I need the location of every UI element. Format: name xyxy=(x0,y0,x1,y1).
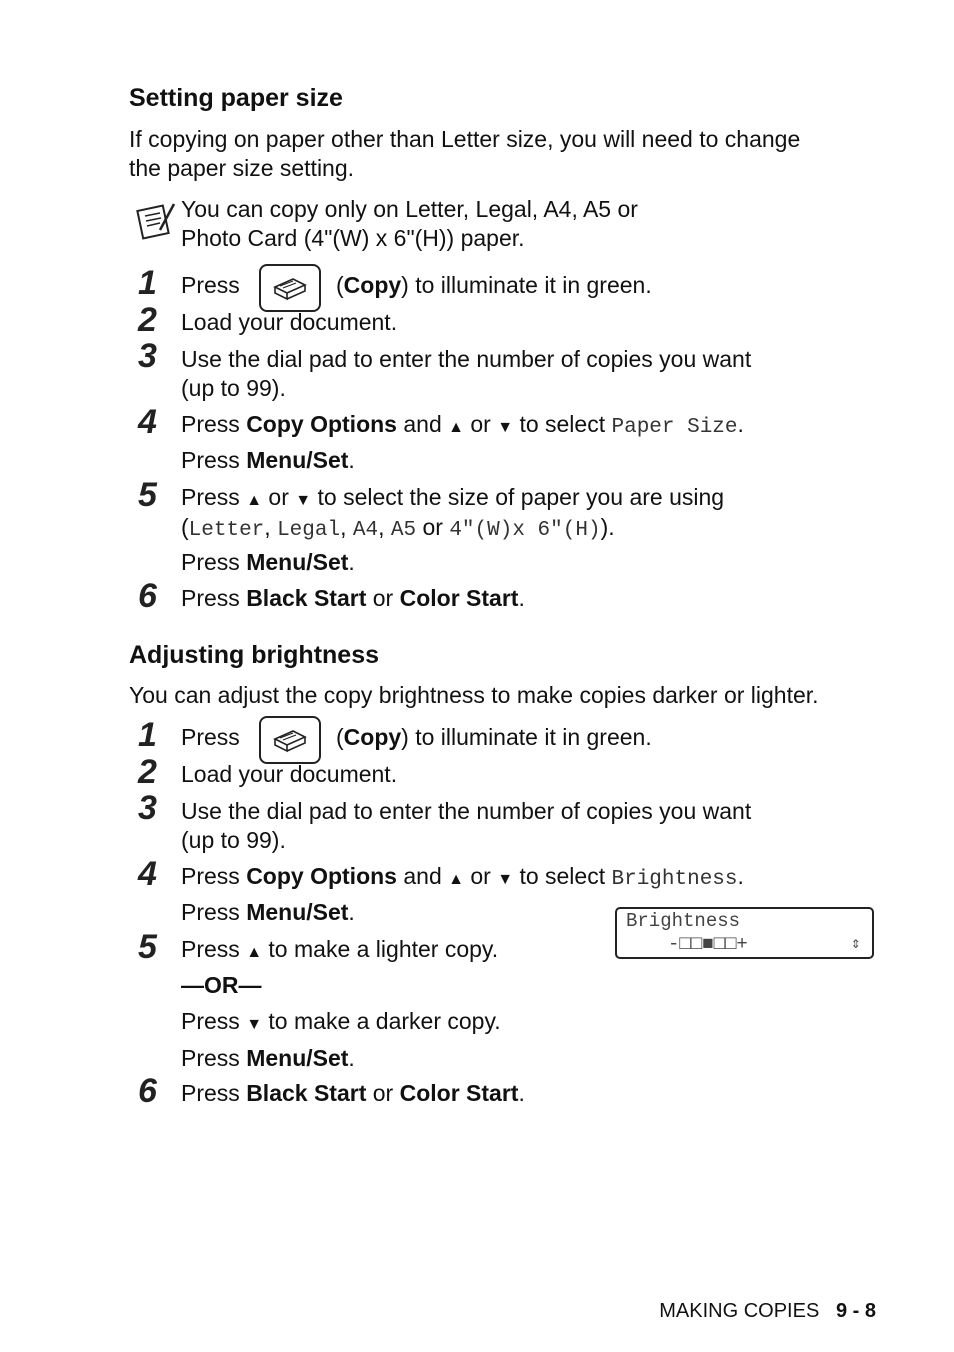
note-text: You can copy only on Letter, Legal, A4, A5 or Photo Card (4"(W) x 6"(H)) paper. xyxy=(181,196,638,251)
step-1-text: Press xyxy=(181,724,240,750)
step-1-rest: (Copy) to illuminate it in green. xyxy=(336,272,652,298)
step-4-text: Press Copy Options and ▲ or ▼ to select Paper Size. xyxy=(181,411,744,439)
lcd-line-2: -□□■□□+ xyxy=(668,933,748,955)
step-5-menu: Press Menu/Set. xyxy=(181,549,355,575)
step-4-menu: Press Menu/Set. xyxy=(181,899,355,925)
intro-paragraph: If copying on paper other than Letter size, you will need to change the paper size setting. xyxy=(129,126,801,181)
step-number: 1 xyxy=(138,716,157,754)
lcd-option-text: Brightness xyxy=(611,868,738,891)
step-4-text: Press Copy Options and ▲ or ▼ to select Brightness. xyxy=(181,863,744,891)
page-number: 9 - 8 xyxy=(835,1300,876,1322)
chapter-title: MAKING COPIES xyxy=(659,1300,820,1322)
copy-key-icon xyxy=(259,716,321,764)
copier-icon xyxy=(271,273,309,303)
step-5-options: (Letter, Legal, A4, A5 or 4"(W)x 6"(H)). xyxy=(181,514,615,542)
step-3-text: Use the dial pad to enter the number of copies you want (up to 99). xyxy=(181,798,752,853)
page-footer xyxy=(659,1300,876,1323)
step-number: 6 xyxy=(138,577,157,615)
copier-icon xyxy=(271,725,309,755)
step-number: 2 xyxy=(138,753,157,791)
step-number: 1 xyxy=(138,264,157,302)
step-number: 5 xyxy=(138,476,157,514)
step-5-menu: Press Menu/Set. xyxy=(181,1045,355,1071)
step-3-text: Use the dial pad to enter the number of copies you want (up to 99). xyxy=(181,346,752,401)
lcd-option-text: Paper Size xyxy=(611,416,738,439)
step-number: 2 xyxy=(138,301,157,339)
step-2-text: Load your document. xyxy=(181,761,398,787)
intro-paragraph: You can adjust the copy brightness to make copies darker or lighter. xyxy=(129,682,819,708)
step-number: 4 xyxy=(138,855,157,893)
lcd-display xyxy=(615,907,874,959)
lcd-line-1: Brightness xyxy=(626,910,741,932)
step-number: 6 xyxy=(138,1072,157,1110)
step-1-rest: (Copy) to illuminate it in green. xyxy=(336,724,652,750)
step-5-alt: Press ▼ to make a darker copy. xyxy=(181,1008,501,1034)
scroll-arrows-icon: ⇕ xyxy=(851,935,861,953)
step-1-text: Press xyxy=(181,272,240,298)
section-heading-paper-size: Setting paper size xyxy=(129,84,343,112)
step-4-menu: Press Menu/Set. xyxy=(181,447,355,473)
section-heading-brightness: Adjusting brightness xyxy=(129,641,379,669)
step-number: 3 xyxy=(138,789,157,827)
step-5-text: Press ▲ or ▼ to select the size of paper you are using xyxy=(181,484,725,510)
step-5-text: Press ▲ to make a lighter copy. xyxy=(181,936,499,962)
step-number: 3 xyxy=(138,337,157,375)
step-6-text: Press Black Start or Color Start. xyxy=(181,585,525,611)
step-2-text: Load your document. xyxy=(181,309,398,335)
or-separator: —OR— xyxy=(181,972,262,998)
copy-key-icon xyxy=(259,264,321,312)
step-6-text: Press Black Start or Color Start. xyxy=(181,1080,525,1106)
note-icon xyxy=(136,200,176,240)
step-number: 5 xyxy=(138,928,157,966)
step-number: 4 xyxy=(138,403,157,441)
